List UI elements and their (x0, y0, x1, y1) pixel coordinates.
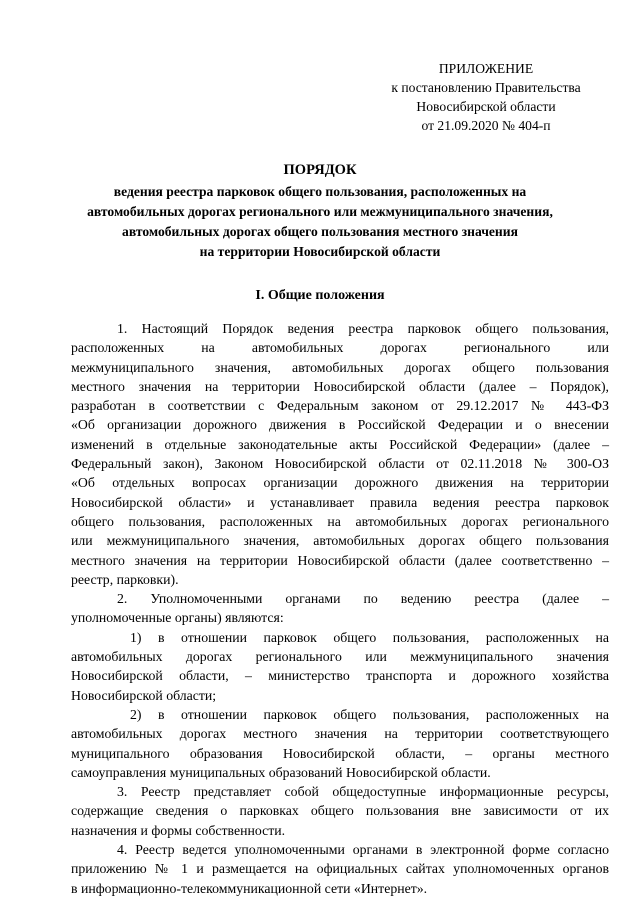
paragraph-line: 1. Настоящий Порядок ведения реестра парковок общего пользования, (117, 321, 609, 336)
appendix-date-number: от 21.09.2020 № 404-п (421, 118, 551, 133)
appendix-label: ПРИЛОЖЕНИЕ (438, 61, 534, 76)
paragraph-line: 4. Реестр ведется уполномоченными органами в электронной форме согласно (117, 842, 609, 858)
list-item-line: муниципального образования Новосибирской области, – органы местного (71, 745, 609, 761)
list-item-line: Новосибирской области; (71, 687, 217, 703)
appendix-block (386, 59, 586, 135)
appendix-resolution-line: к постановлению Правительства (391, 80, 581, 95)
title-line: автомобильных дорогах общего пользования местного значения (122, 224, 518, 239)
paragraph-line: Федеральный закон), Законом Новосибирской области от 02.11.2018 № 300-ОЗ (71, 456, 609, 472)
paragraph-line: местного значения на территории Новосибирской области (далее – Порядок), (71, 378, 609, 394)
list-item-line: автомобильных дорогах местного значения на территории соответствующего (71, 726, 609, 742)
paragraph-line: изменений в отдельные законодательные акты Российской Федерации» (далее – (71, 436, 609, 452)
title-line: на территории Новосибирской области (199, 244, 441, 259)
list-item-line: 1) в отношении парковок общего пользования, расположенных на (130, 629, 609, 645)
paragraph-line: содержащие сведения о парковках общего пользования вне зависимости от их (71, 803, 609, 819)
paragraph-line: или межмуниципального значения, автомобильных дорогах общего пользования (71, 533, 609, 549)
paragraph-line: расположенных на автомобильных дорогах регионального или (71, 340, 609, 356)
paragraph-line: Новосибирской области» и устанавливает правила ведения реестра парковок (71, 494, 609, 510)
list-item-line: самоуправления муниципальных образований Новосибирской области. (71, 764, 491, 780)
paragraph-line: реестр, парковки). (71, 571, 179, 587)
paragraph-line: уполномоченные органы) являются: (71, 610, 284, 626)
list-item-line: Новосибирской области, – министерство транспорта и дорожного хозяйства (71, 668, 609, 684)
paragraph-line: местного значения на территории Новосибирской области (далее соответственно – (71, 552, 609, 568)
paragraph-line: приложению № 1 и размещается на официальных сайтах уполномоченных органов (71, 861, 609, 877)
paragraph-line: общего пользования, расположенных на автомобильных дорогах регионального (71, 513, 609, 529)
list-item-line: 2) в отношении парковок общего пользования, расположенных на (130, 706, 609, 722)
paragraph-line: в информационно-телекоммуникационной сети «Интернет». (71, 880, 428, 896)
paragraph-line: разработан в соответствии с Федеральным законом от 29.12.2017 № 443-ФЗ (71, 398, 609, 414)
paragraph-line: 2. Уполномоченными органами по ведению реестра (далее – (117, 591, 609, 607)
paragraph-line: 3. Реестр представляет собой общедоступные информационные ресурсы, (117, 784, 609, 800)
title-line: автомобильных дорогах регионального или межмуниципального значения, (87, 204, 553, 219)
document-body (71, 319, 609, 898)
title-heading: ПОРЯДОК (283, 162, 357, 178)
list-item-line: автомобильных дорогах регионального или межмуниципального значения (71, 649, 609, 665)
paragraph-line: «Об отдельных вопросах организации дорожного движения на территории (71, 475, 609, 491)
paragraph-line: назначения и формы собственности. (71, 822, 286, 838)
section-heading: I. Общие положения (255, 288, 385, 303)
paragraph-line: «Об организации дорожного движения в Российской Федерации и о внесении (71, 417, 609, 433)
appendix-region-line: Новосибирской области (416, 99, 556, 114)
paragraph-line: межмуниципального значения, автомобильных дорогах общего пользования (71, 359, 609, 375)
document-title (60, 160, 580, 262)
title-line: ведения реестра парковок общего пользования, расположенных на (113, 184, 527, 199)
